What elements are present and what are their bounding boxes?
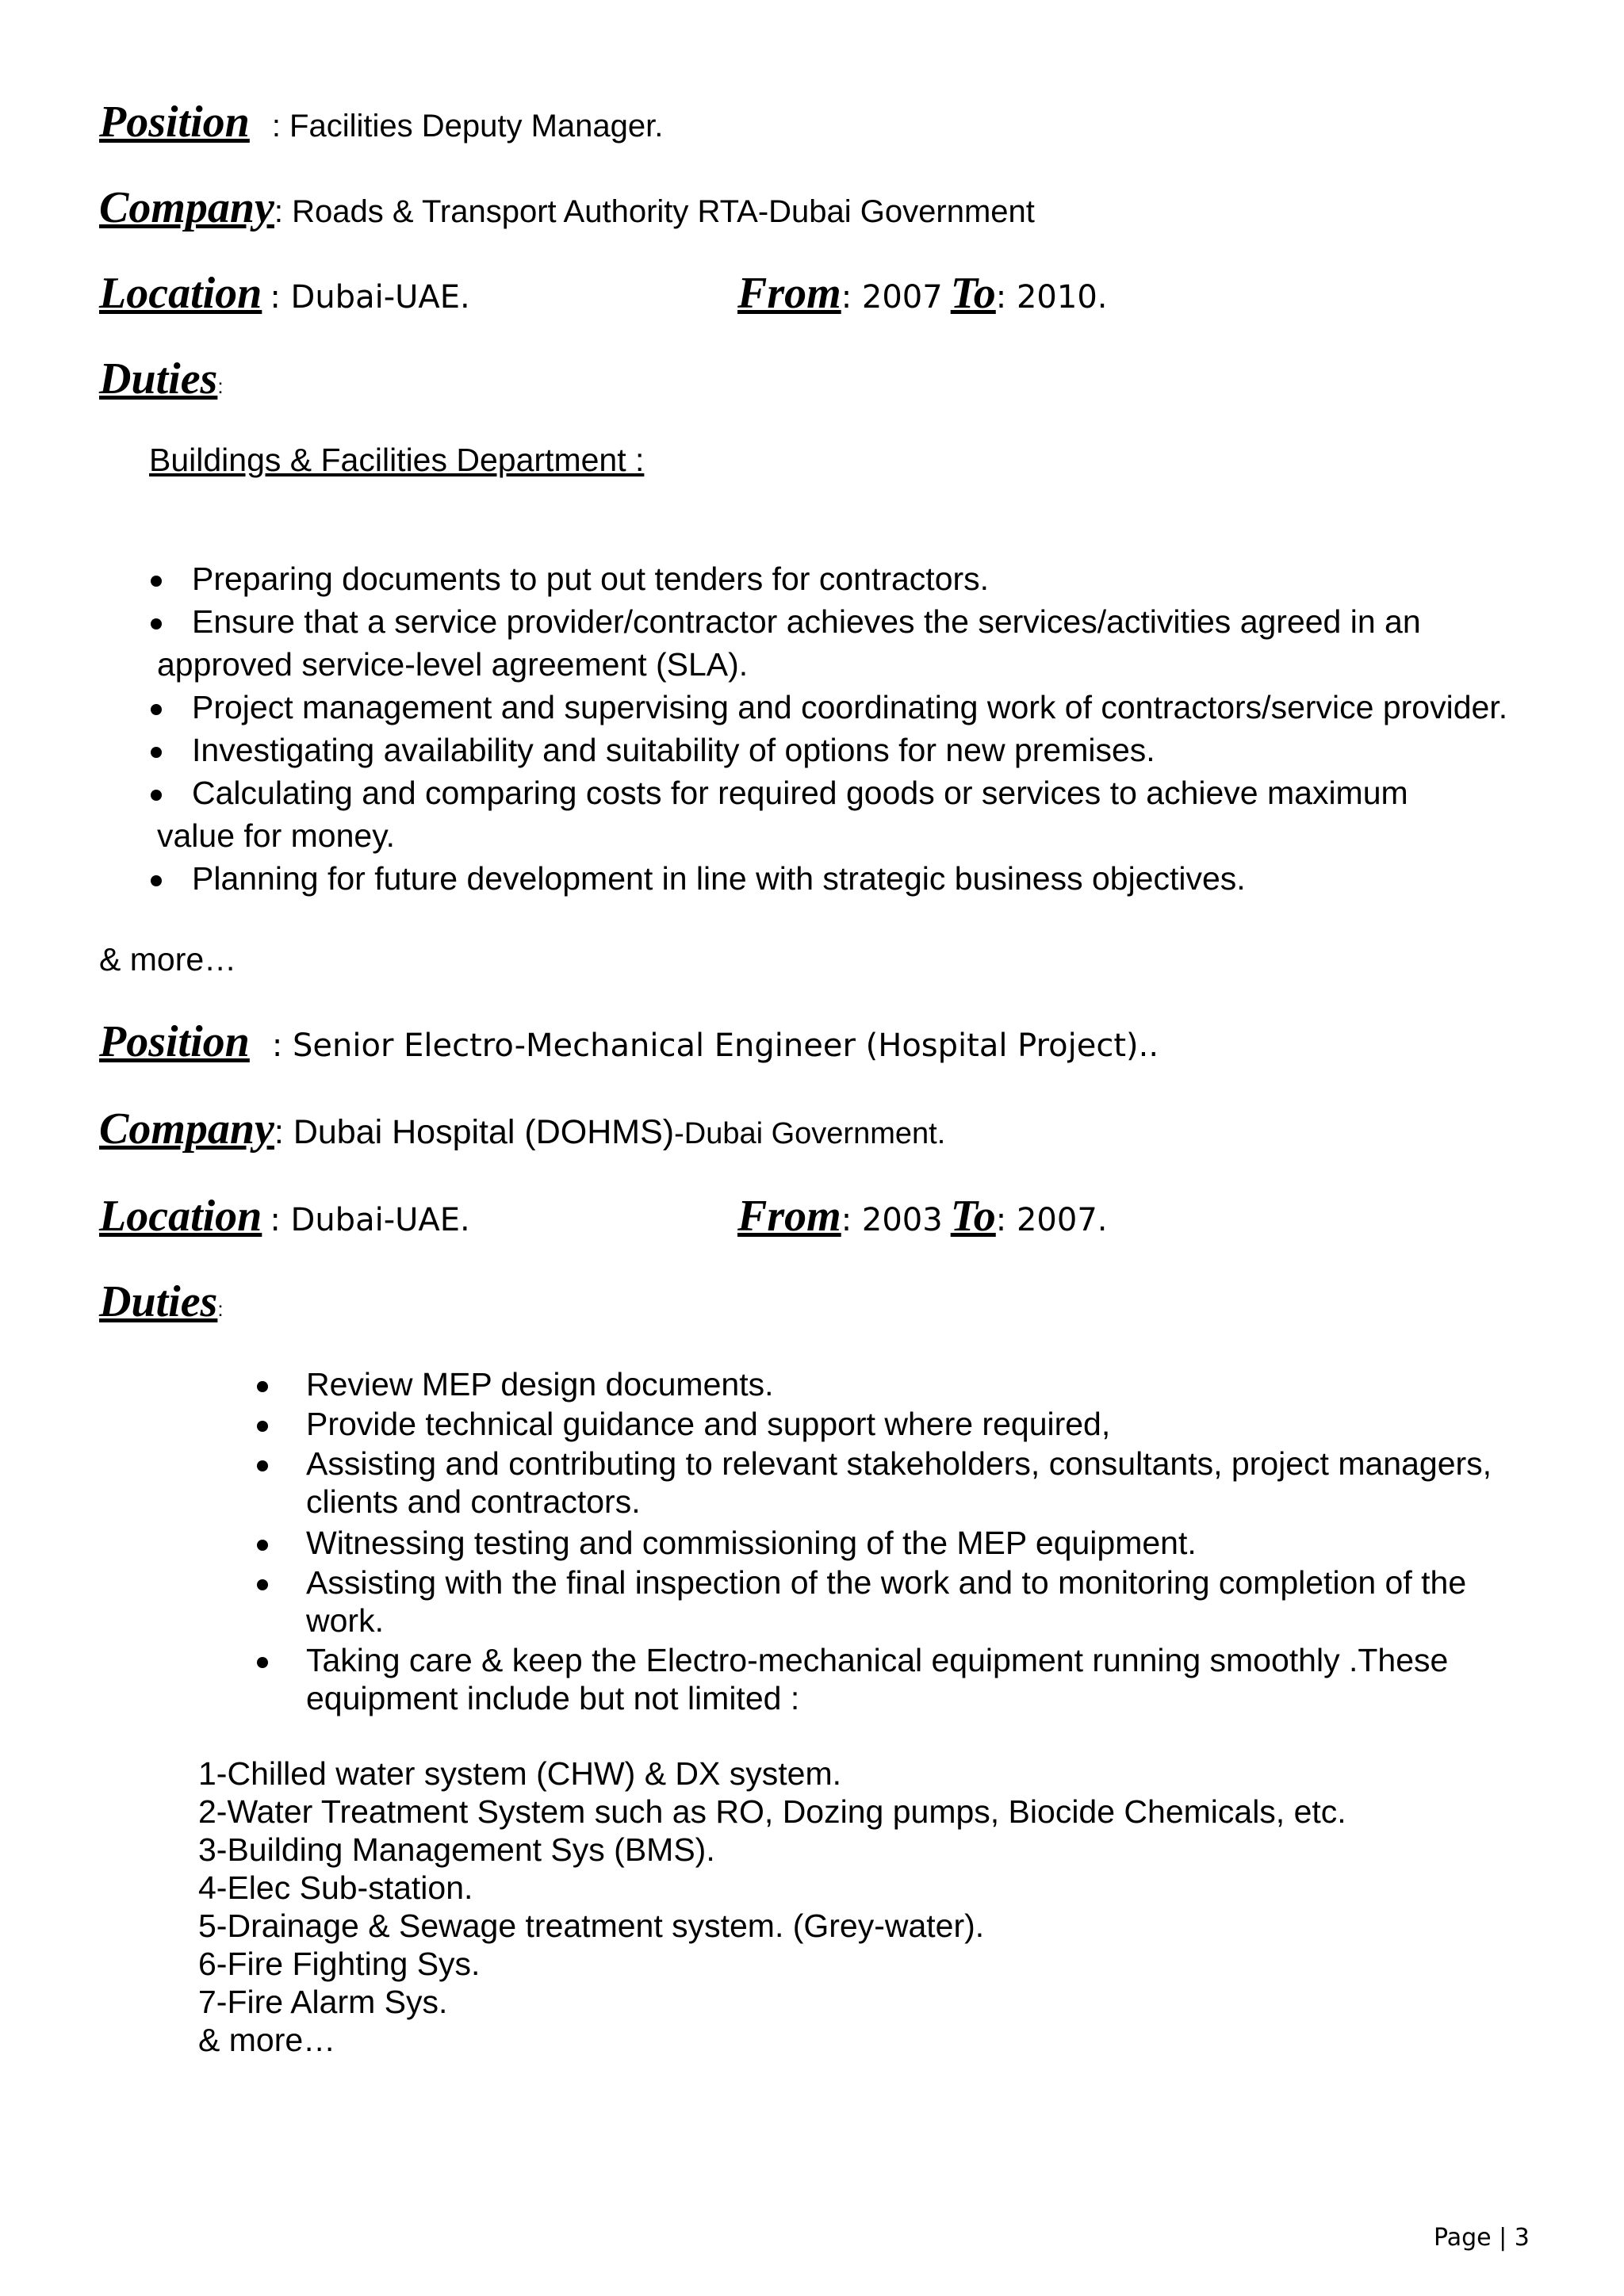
to-label: To xyxy=(950,269,996,318)
location-label: Location xyxy=(99,1192,262,1241)
system-item-3: 3-Building Management Sys (BMS). xyxy=(198,1831,715,1868)
bullet-icon xyxy=(257,1381,268,1392)
to-value: : 2007. xyxy=(995,1202,1108,1238)
duties-colon: : xyxy=(217,1297,224,1321)
bullet-icon xyxy=(257,1657,268,1668)
job2-company-line xyxy=(99,1104,945,1154)
job2-location-line xyxy=(99,1191,470,1242)
job2-bullet-6: Taking care & keep the Electro-mechanical equipment running smoothly .These xyxy=(257,1642,1448,1679)
job2-bullet-5: Assisting with the final inspection of the work and to monitoring completion of the xyxy=(257,1564,1466,1601)
bullet-icon xyxy=(257,1421,268,1432)
location-label: Location xyxy=(99,269,262,318)
bullet-icon xyxy=(151,875,162,886)
job1-dates-line xyxy=(737,268,1107,319)
job1-company-line xyxy=(99,182,1035,233)
from-label: From xyxy=(737,1192,841,1241)
job1-location-line xyxy=(99,268,470,319)
job2-bullet-6-cont: equipment include but not limited : xyxy=(306,1680,800,1716)
location-value: : Dubai-UAE. xyxy=(270,279,470,316)
company-value: : Dubai Hospital (DOHMS) xyxy=(274,1113,675,1151)
bullet-icon xyxy=(257,1460,268,1471)
bullet-icon xyxy=(151,790,162,801)
position-value: : Senior Electro-Mechanical Engineer (Hospital Project).. xyxy=(271,1027,1159,1064)
from-label: From xyxy=(737,269,841,318)
page-number: Page | 3 xyxy=(1434,2224,1530,2252)
system-item-7: 7-Fire Alarm Sys. xyxy=(198,1984,448,2020)
system-item-4: 4-Elec Sub-station. xyxy=(198,1869,473,1906)
company-value: : Roads & Transport Authority RTA-Dubai Government xyxy=(274,194,1035,229)
job1-bullet-6: Planning for future development in line with strategic business objectives. xyxy=(151,860,1246,897)
job2-bullet-3: Assisting and contributing to relevant stakeholders, consultants, project managers, xyxy=(257,1445,1492,1483)
job2-bullet-1: Review MEP design documents. xyxy=(257,1366,773,1403)
position-label: Position xyxy=(99,98,250,147)
to-value: : 2010. xyxy=(995,279,1108,316)
to-label: To xyxy=(950,1192,996,1241)
job1-bullet-2-cont: approved service-level agreement (SLA). xyxy=(157,646,749,683)
position-value: : Facilities Deputy Manager. xyxy=(271,109,664,144)
bullet-icon xyxy=(257,1540,268,1551)
job2-position-line xyxy=(99,1016,1159,1067)
position-label: Position xyxy=(99,1017,250,1066)
department-heading: Buildings & Facilities Department : xyxy=(149,442,645,478)
location-value: : Dubai-UAE. xyxy=(270,1202,470,1238)
duties-label: Duties xyxy=(99,354,218,404)
bullet-icon xyxy=(151,747,162,758)
bullet-icon xyxy=(257,1579,268,1590)
job1-bullet-1: Preparing documents to put out tenders for contractors. xyxy=(151,561,989,598)
bullet-icon xyxy=(151,704,162,715)
system-item-1: 1-Chilled water system (CHW) & DX system. xyxy=(198,1755,842,1792)
company-label: Company xyxy=(99,1104,274,1154)
job1-bullet-5-cont: value for money. xyxy=(157,817,396,854)
job1-bullet-3: Project management and supervising and coordinating work of contractors/service provider. xyxy=(151,689,1507,726)
job1-position-line xyxy=(99,97,663,147)
company-label: Company xyxy=(99,183,274,232)
system-item-2: 2-Water Treatment System such as RO, Dozing pumps, Biocide Chemicals, etc. xyxy=(198,1793,1346,1830)
from-value: : 2003 xyxy=(841,1202,943,1238)
job2-bullet-5-cont: work. xyxy=(306,1602,384,1639)
job2-duties-line xyxy=(99,1276,224,1327)
job2-bullet-4: Witnessing testing and commissioning of the MEP equipment. xyxy=(257,1525,1197,1562)
system-item-6: 6-Fire Fighting Sys. xyxy=(198,1946,481,1982)
from-value: : 2007 xyxy=(841,279,943,316)
job1-more: & more… xyxy=(99,941,237,978)
system-item-more: & more… xyxy=(198,2022,336,2058)
job1-bullet-5: Calculating and comparing costs for required goods or services to achieve maximum xyxy=(151,775,1408,812)
duties-label: Duties xyxy=(99,1277,218,1326)
job2-bullet-2: Provide technical guidance and support where required, xyxy=(257,1406,1110,1443)
duties-colon: : xyxy=(217,374,224,398)
company-value-suffix: -Dubai Government. xyxy=(674,1117,946,1150)
system-item-5: 5-Drainage & Sewage treatment system. (Grey-water). xyxy=(198,1908,985,1944)
bullet-icon xyxy=(151,618,162,629)
job2-bullet-3-cont: clients and contractors. xyxy=(306,1483,641,1520)
job1-duties-line xyxy=(99,354,224,404)
bullet-icon xyxy=(151,576,162,587)
job1-bullet-2: Ensure that a service provider/contractor achieves the services/activities agreed in an xyxy=(151,603,1421,641)
job1-bullet-4: Investigating availability and suitability of options for new premises. xyxy=(151,732,1155,769)
job2-dates-line xyxy=(737,1191,1107,1242)
